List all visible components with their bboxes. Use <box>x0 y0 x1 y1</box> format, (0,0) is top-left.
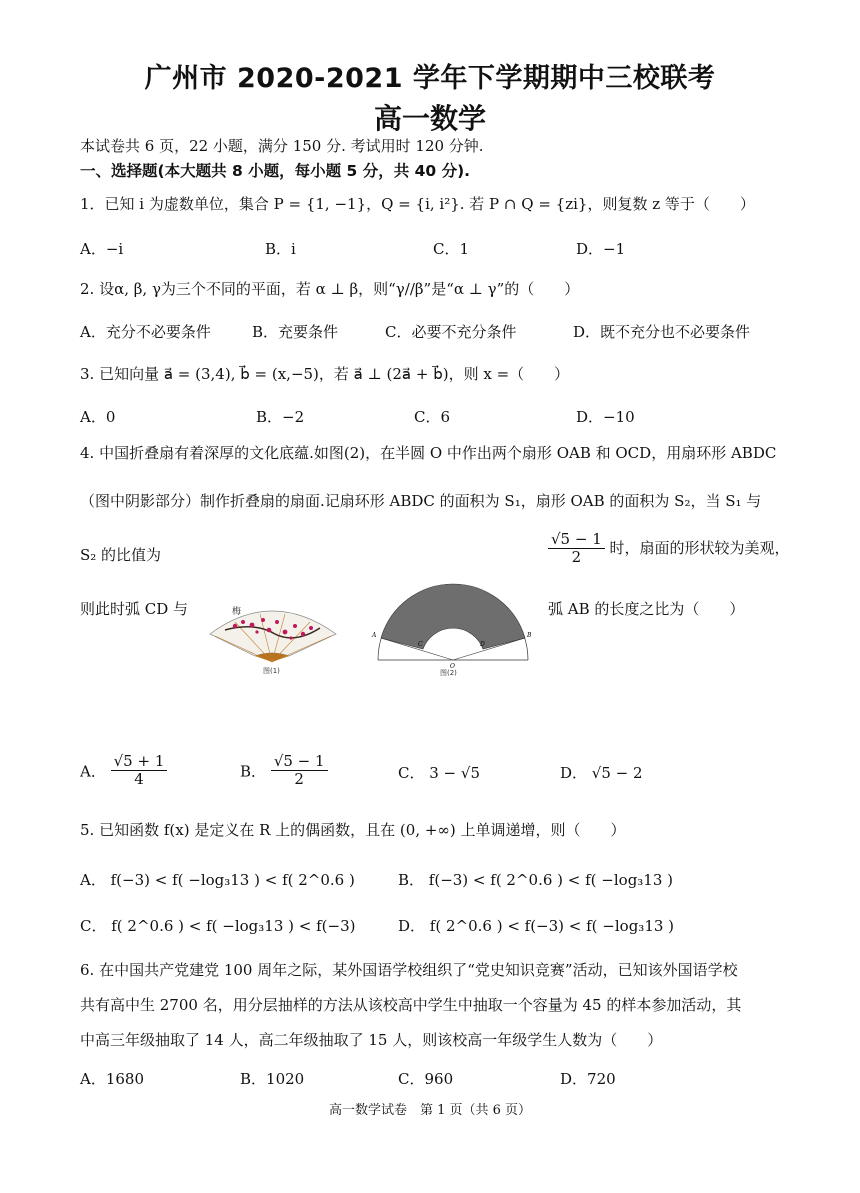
question-2-option-c[interactable]: C．必要不充分条件 <box>385 323 517 341</box>
label-c: C <box>418 641 423 648</box>
fan-calligraphy: 梅 <box>232 607 242 617</box>
option-a-denominator: 4 <box>134 770 144 789</box>
question-4-ratio <box>548 531 790 567</box>
figure-1-folding-fan <box>205 592 340 674</box>
question-2-option-d[interactable]: D．既不充分也不必要条件 <box>573 323 751 341</box>
ratio-denominator: 2 <box>571 548 582 567</box>
question-6-line-2: 共有高中生 2700 名，用分层抽样的方法从该校高中学生中抽取一个容量为 45 的样本参加活动，其 <box>80 996 742 1014</box>
question-4-line-1: 4. 中国折叠扇有着深厚的文化底蕴.如图(2)，在半圆 O 中作出两个扇形 OAB 和 OCD，用扇环形 ABDC <box>80 444 777 462</box>
question-5-option-a[interactable]: A． f(−3) < f( −log₃13 ) < f( 2^0.6 ) <box>80 871 355 889</box>
option-b-label: B． <box>240 762 267 781</box>
question-3-option-a[interactable]: A．0 <box>80 408 116 426</box>
question-6-option-d[interactable]: D．720 <box>560 1070 616 1088</box>
label-a: A <box>372 632 377 639</box>
question-3-option-c[interactable]: C．6 <box>414 408 451 426</box>
label-d: D <box>480 641 485 648</box>
question-4-line-3-right: 时，扇面的形状较为美观， <box>609 538 790 557</box>
question-2-stem: 2. 设α, β, γ为三个不同的平面，若 α ⊥ β，则“γ//β”是“α ⊥ γ”的（ ） <box>80 280 580 298</box>
question-4-option-b[interactable] <box>240 753 328 789</box>
question-4-line-4-left: 则此时弧 CD 与 <box>80 600 189 618</box>
question-5-option-b[interactable]: B． f(−3) < f( 2^0.6 ) < f( −log₃13 ) <box>398 871 674 889</box>
question-4-option-a[interactable] <box>80 753 167 789</box>
question-5-option-d[interactable]: D． f( 2^0.6 ) < f(−3) < f( −log₃13 ) <box>398 917 675 935</box>
label-b: B <box>527 632 532 639</box>
ratio-numerator: √5 − 1 <box>548 531 605 549</box>
figure-1-caption: 图(1) <box>263 667 280 675</box>
question-3-option-d[interactable]: D．−10 <box>576 408 635 426</box>
question-5-stem: 5. 已知函数 f(x) 是定义在 R 上的偶函数，且在 (0, +∞) 上单调递增，则（ ） <box>80 821 626 839</box>
question-6-option-a[interactable]: A．1680 <box>80 1070 145 1088</box>
question-4-line-4-right: 弧 AB 的长度之比为（ ） <box>548 600 745 618</box>
section-heading-choice: 一、选择题(本大题共 8 小题，每小题 5 分，共 40 分). <box>80 162 471 180</box>
exam-subject: 高一数学 <box>373 102 486 135</box>
option-b-denominator: 2 <box>294 770 304 789</box>
option-b-numerator: √5 − 1 <box>271 753 328 771</box>
question-4-line-2: （图中阴影部分）制作折叠扇的扇面.记扇环形 ABDC 的面积为 S₁，扇形 OAB 的面积为 S₂，当 S₁ 与 <box>80 492 762 510</box>
question-3-option-b[interactable]: B．−2 <box>256 408 305 426</box>
question-6-option-c[interactable]: C．960 <box>398 1070 454 1088</box>
question-5-option-c[interactable]: C． f( 2^0.6 ) < f( −log₃13 ) < f(−3) <box>80 917 356 935</box>
question-1-option-b[interactable]: B．i <box>265 240 296 258</box>
figure-2-caption: 图(2) <box>440 669 457 677</box>
question-1-option-c[interactable]: C．1 <box>433 240 470 258</box>
question-3-stem: 3. 已知向量 a⃗ = (3,4), b⃗ = (x,−5)，若 a⃗ ⊥ (2a⃗ + b⃗)，则 x =（ ） <box>80 365 570 383</box>
question-1-stem: 1．已知 i 为虚数单位，集合 P = {1, −1}，Q = {i, i²}. 若 P ∩ Q = {zi}，则复数 z 等于（ ） <box>80 195 755 213</box>
question-4-option-c[interactable]: C． 3 − √5 <box>398 764 480 782</box>
question-2-option-a[interactable]: A．充分不必要条件 <box>80 323 211 341</box>
option-a-numerator: √5 + 1 <box>111 753 168 771</box>
question-2-option-b[interactable]: B．充要条件 <box>252 323 339 341</box>
page-footer: 高一数学试卷 第 1 页（共 6 页） <box>328 1103 532 1118</box>
exam-intro: 本试卷共 6 页，22 小题，满分 150 分. 考试用时 120 分钟. <box>80 137 484 155</box>
question-1-option-a[interactable]: A．−i <box>80 240 124 258</box>
label-o: O <box>450 663 455 670</box>
question-6-line-1: 6. 在中国共产党建党 100 周年之际，某外国语学校组织了“党史知识竞赛”活动，已知该外国语学校 <box>80 961 738 979</box>
question-1-option-d[interactable]: D．−1 <box>576 240 626 258</box>
question-6-line-3: 中高三年级抽取了 14 人，高二年级抽取了 15 人，则该校高一年级学生人数为（ ） <box>80 1031 663 1049</box>
figure-2-semicircle-diagram <box>370 578 536 678</box>
question-6-option-b[interactable]: B．1020 <box>240 1070 305 1088</box>
question-4-line-3-left: S₂ 的比值为 <box>80 546 162 564</box>
question-4-option-d[interactable]: D． √5 − 2 <box>560 764 643 782</box>
exam-title: 广州市 2020-2021 学年下学期期中三校联考 <box>144 63 716 94</box>
option-a-label: A． <box>80 762 106 781</box>
